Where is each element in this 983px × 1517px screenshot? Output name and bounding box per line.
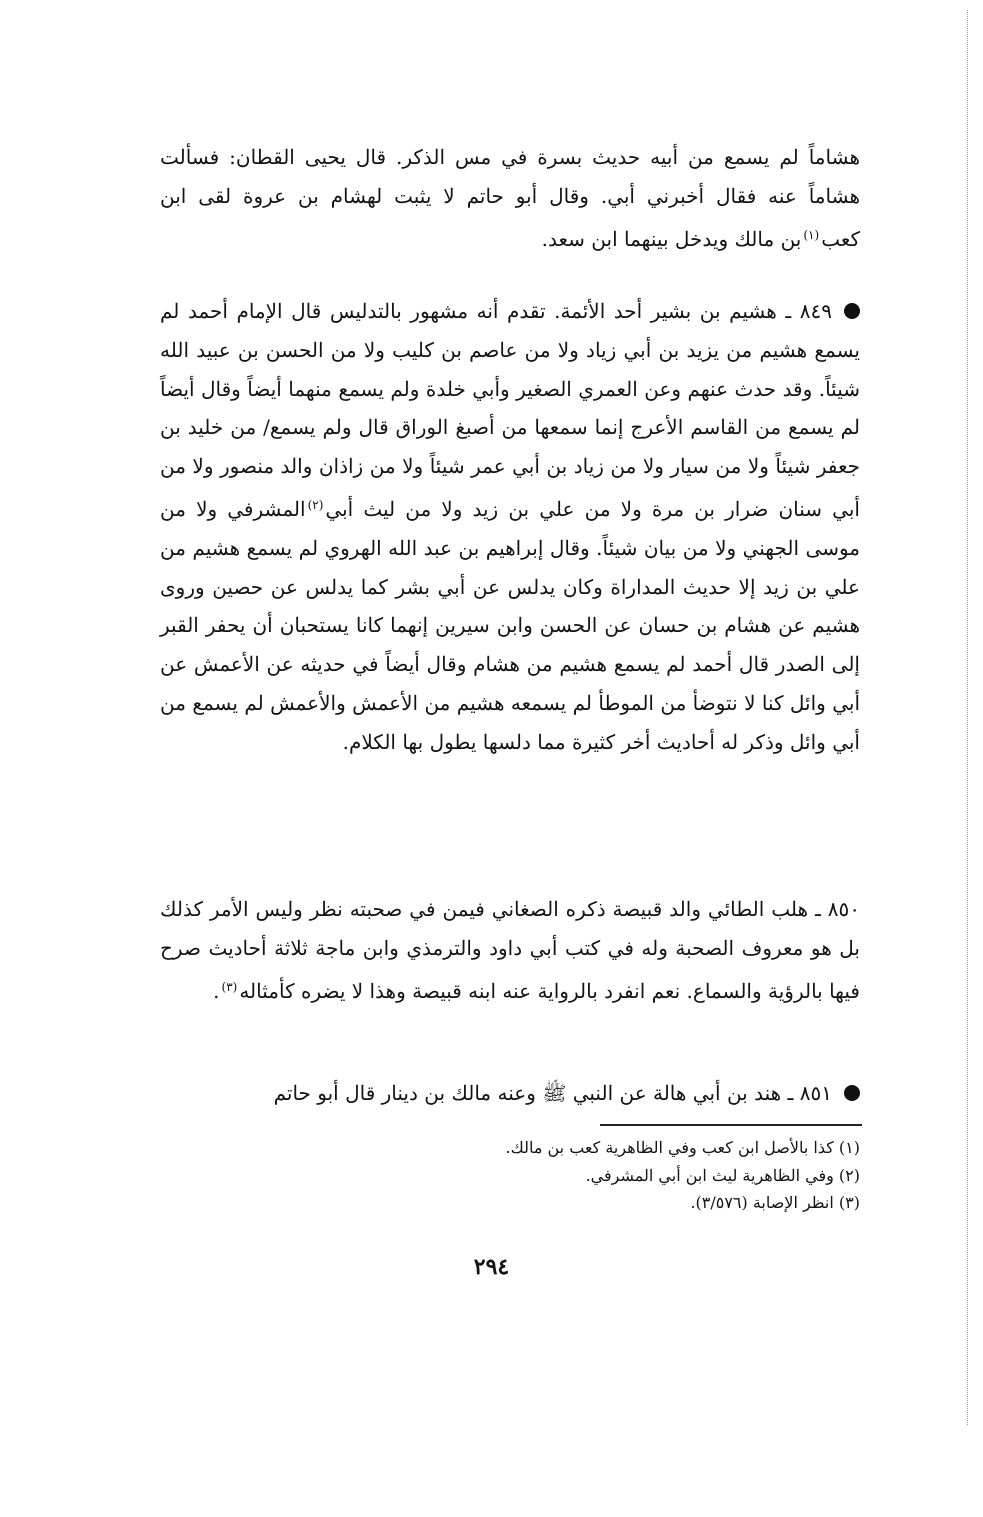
- entry-text: ٨٤٩ ـ هشيم بن بشير أحد الأئمة. تقدم أنه مشهور بالتدليس قال الإمام أحمد لم يسمع هشيم من يزيد بن أبي زياد ولا من عاصم بن كليب ولا من الحسن بن عبيد الله شيئاً. وقد حدث عنهم وعن العمري الصغير وأبي خلدة ولم يسمع منهما أيضاً وقال أيضاً لم يسمع من القاسم الأعرج إنما سمعها من أصبغ الوراق قال ولم يسمع/ من خليد بن جعفر شيئاً ولا من سيار ولا من زياد بن أبي عمر شيئاً ولا من زاذان والد منصور ولا من أبي سنان ضرار بن مرة ولا من علي بن زيد ولا من ليث أبي: [160, 299, 860, 521]
- bullet-marker-icon: [844, 1085, 860, 1101]
- entry-849: [160, 292, 860, 762]
- footnote-separator: [600, 1124, 862, 1126]
- footnote-3: (٣) انظر الإصابة (٣/٥٧٦).: [690, 1193, 860, 1212]
- scan-edge-line: [967, 10, 969, 1425]
- entry-851: [160, 1074, 860, 1113]
- footnote-ref-3: (٣): [221, 979, 238, 994]
- paragraph-text: بن مالك ويدخل بينهما ابن سعد.: [541, 226, 802, 251]
- footnote-2: (٢) وفي الظاهرية ليث ابن أبي المشرفي.: [585, 1165, 860, 1185]
- footnote-ref-2: (٢): [307, 497, 324, 512]
- entry-850: [160, 890, 860, 1010]
- entry-text: .: [213, 978, 220, 1003]
- entry-text: المشرفي ولا من موسى الجهني ولا من بيان شيئاً. وقال إبراهيم بن عبد الله الهروي لم يسمع هشيم من علي بن زيد إلا حديث المداراة وكان يدلس عن أبي بشر كما يدلس عن حصين وروى هشيم عن هشام بن حسان عن الحسن وابن سيرين إنهما كانا يستحبان أن يحفر القبر إلى الصدر قال أحمد لم يسمع هشيم من هشام وقال أيضاً في حديثه عن الأعمش عن أبي وائل كنا لا نتوضأ من الموطأ لم يسمعه هشيم من الأعمش والأعمش لم يسمع من أبي وائل وذكر له أحاديث أخر كثيرة مما دلسها يطول بها الكلام.: [160, 496, 860, 754]
- footnote-1: (١) كذا بالأصل ابن كعب وفي الظاهرية كعب بن مالك.: [505, 1138, 860, 1157]
- footnote-ref-1: (١): [803, 227, 820, 242]
- bullet-marker-icon: [844, 303, 860, 319]
- page-number: ٢٩٤: [473, 1254, 510, 1280]
- entry-text: ٨٥٠ ـ هلب الطائي والد قبيصة ذكره الصغاني فيمن في صحبته نظر وليس الأمر كذلك بل هو معروف الصحبة وله في كتب أبي داود والترمذي وابن ماجة ثلاثة أحاديث صرح فيها بالرؤية والسماع. نعم انفرد بالرواية عنه ابنه قبيصة وهذا لا يضره كأمثاله: [160, 897, 860, 1003]
- footnotes: [160, 1134, 860, 1217]
- paragraph-continuation: [160, 138, 860, 258]
- paragraph-text: هشاماً لم يسمع من أبيه حديث بسرة في مس الذكر. قال يحيى القطان: فسألت هشاماً عنه فقال أخبرني أبي. وقال أبو حاتم لا يثبت لهشام بن عروة لقى ابن كعب: [160, 145, 861, 251]
- entry-text: ٨٥١ ـ هند بن أبي هالة عن النبي ﷺ وعنه مالك بن دينار قال أبو حاتم: [273, 1081, 832, 1105]
